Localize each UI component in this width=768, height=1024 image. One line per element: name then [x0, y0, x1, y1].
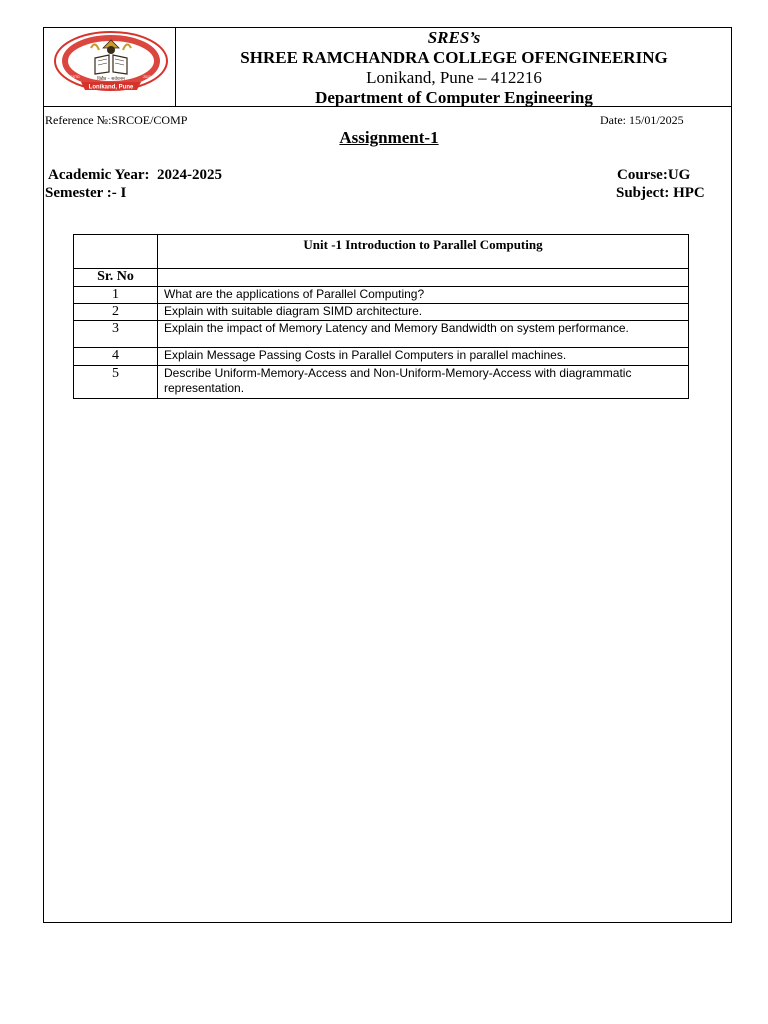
logo-location-text: Lonikand, Pune [88, 84, 134, 91]
assignment-title-wrap [0, 128, 768, 148]
table-row [74, 348, 689, 366]
reference-number: Reference №:SRCOE/COMP [45, 113, 188, 127]
college-logo [51, 30, 171, 92]
row-number: 2 [74, 304, 158, 321]
logo-cell [43, 27, 176, 106]
logo-estd-text: ESTD [70, 75, 80, 79]
question-text: Explain with suitable diagram SIMD architecture. [158, 304, 689, 321]
table-unit-row [74, 235, 689, 269]
table-row [74, 287, 689, 304]
row-number: 1 [74, 287, 158, 304]
assignment-title: Assignment-1 [339, 128, 439, 147]
empty-cell [74, 235, 158, 269]
question-header-empty [158, 269, 689, 287]
question-text: What are the applications of Parallel Computing? [158, 287, 689, 304]
subject: Subject: HPC [616, 185, 705, 201]
table-row [74, 366, 689, 399]
question-text: Explain Message Passing Costs in Parallel Computers in parallel machines. [158, 348, 689, 366]
row-number: 5 [74, 366, 158, 399]
logo-motto-text: विद्यैव – सर्वधनम [97, 77, 125, 82]
academic-year: Academic Year: 2024-2025 [48, 167, 222, 183]
semester: Semester :- I [45, 185, 127, 201]
table-header-row [74, 269, 689, 287]
question-text: Explain the impact of Memory Latency and Memory Bandwidth on system performance. [158, 321, 689, 348]
row-number: 4 [74, 348, 158, 366]
department-name: Department of Computer Engineering [315, 88, 593, 107]
college-address: Lonikand, Pune – 412216 [366, 68, 542, 87]
letterhead [43, 27, 732, 107]
row-number: 3 [74, 321, 158, 348]
table-row [74, 321, 689, 348]
document-date: Date: 15/01/2025 [600, 113, 684, 127]
course: Course:UG [617, 167, 691, 183]
question-text: Describe Uniform-Memory-Access and Non-Uniform-Memory-Access with diagrammatic representation. [158, 366, 689, 399]
page-border [43, 27, 732, 923]
unit-title: Unit -1 Introduction to Parallel Computing [158, 235, 689, 269]
table-row [74, 304, 689, 321]
questions-table [73, 234, 689, 399]
sr-no-header: Sr. No [74, 269, 158, 287]
logo-year-text: 2010 [143, 75, 151, 79]
college-name: SHREE RAMCHANDRA COLLEGE OFENGINEERING [240, 48, 668, 67]
letterhead-text [177, 27, 731, 108]
society-name: SRES’s [427, 28, 481, 47]
